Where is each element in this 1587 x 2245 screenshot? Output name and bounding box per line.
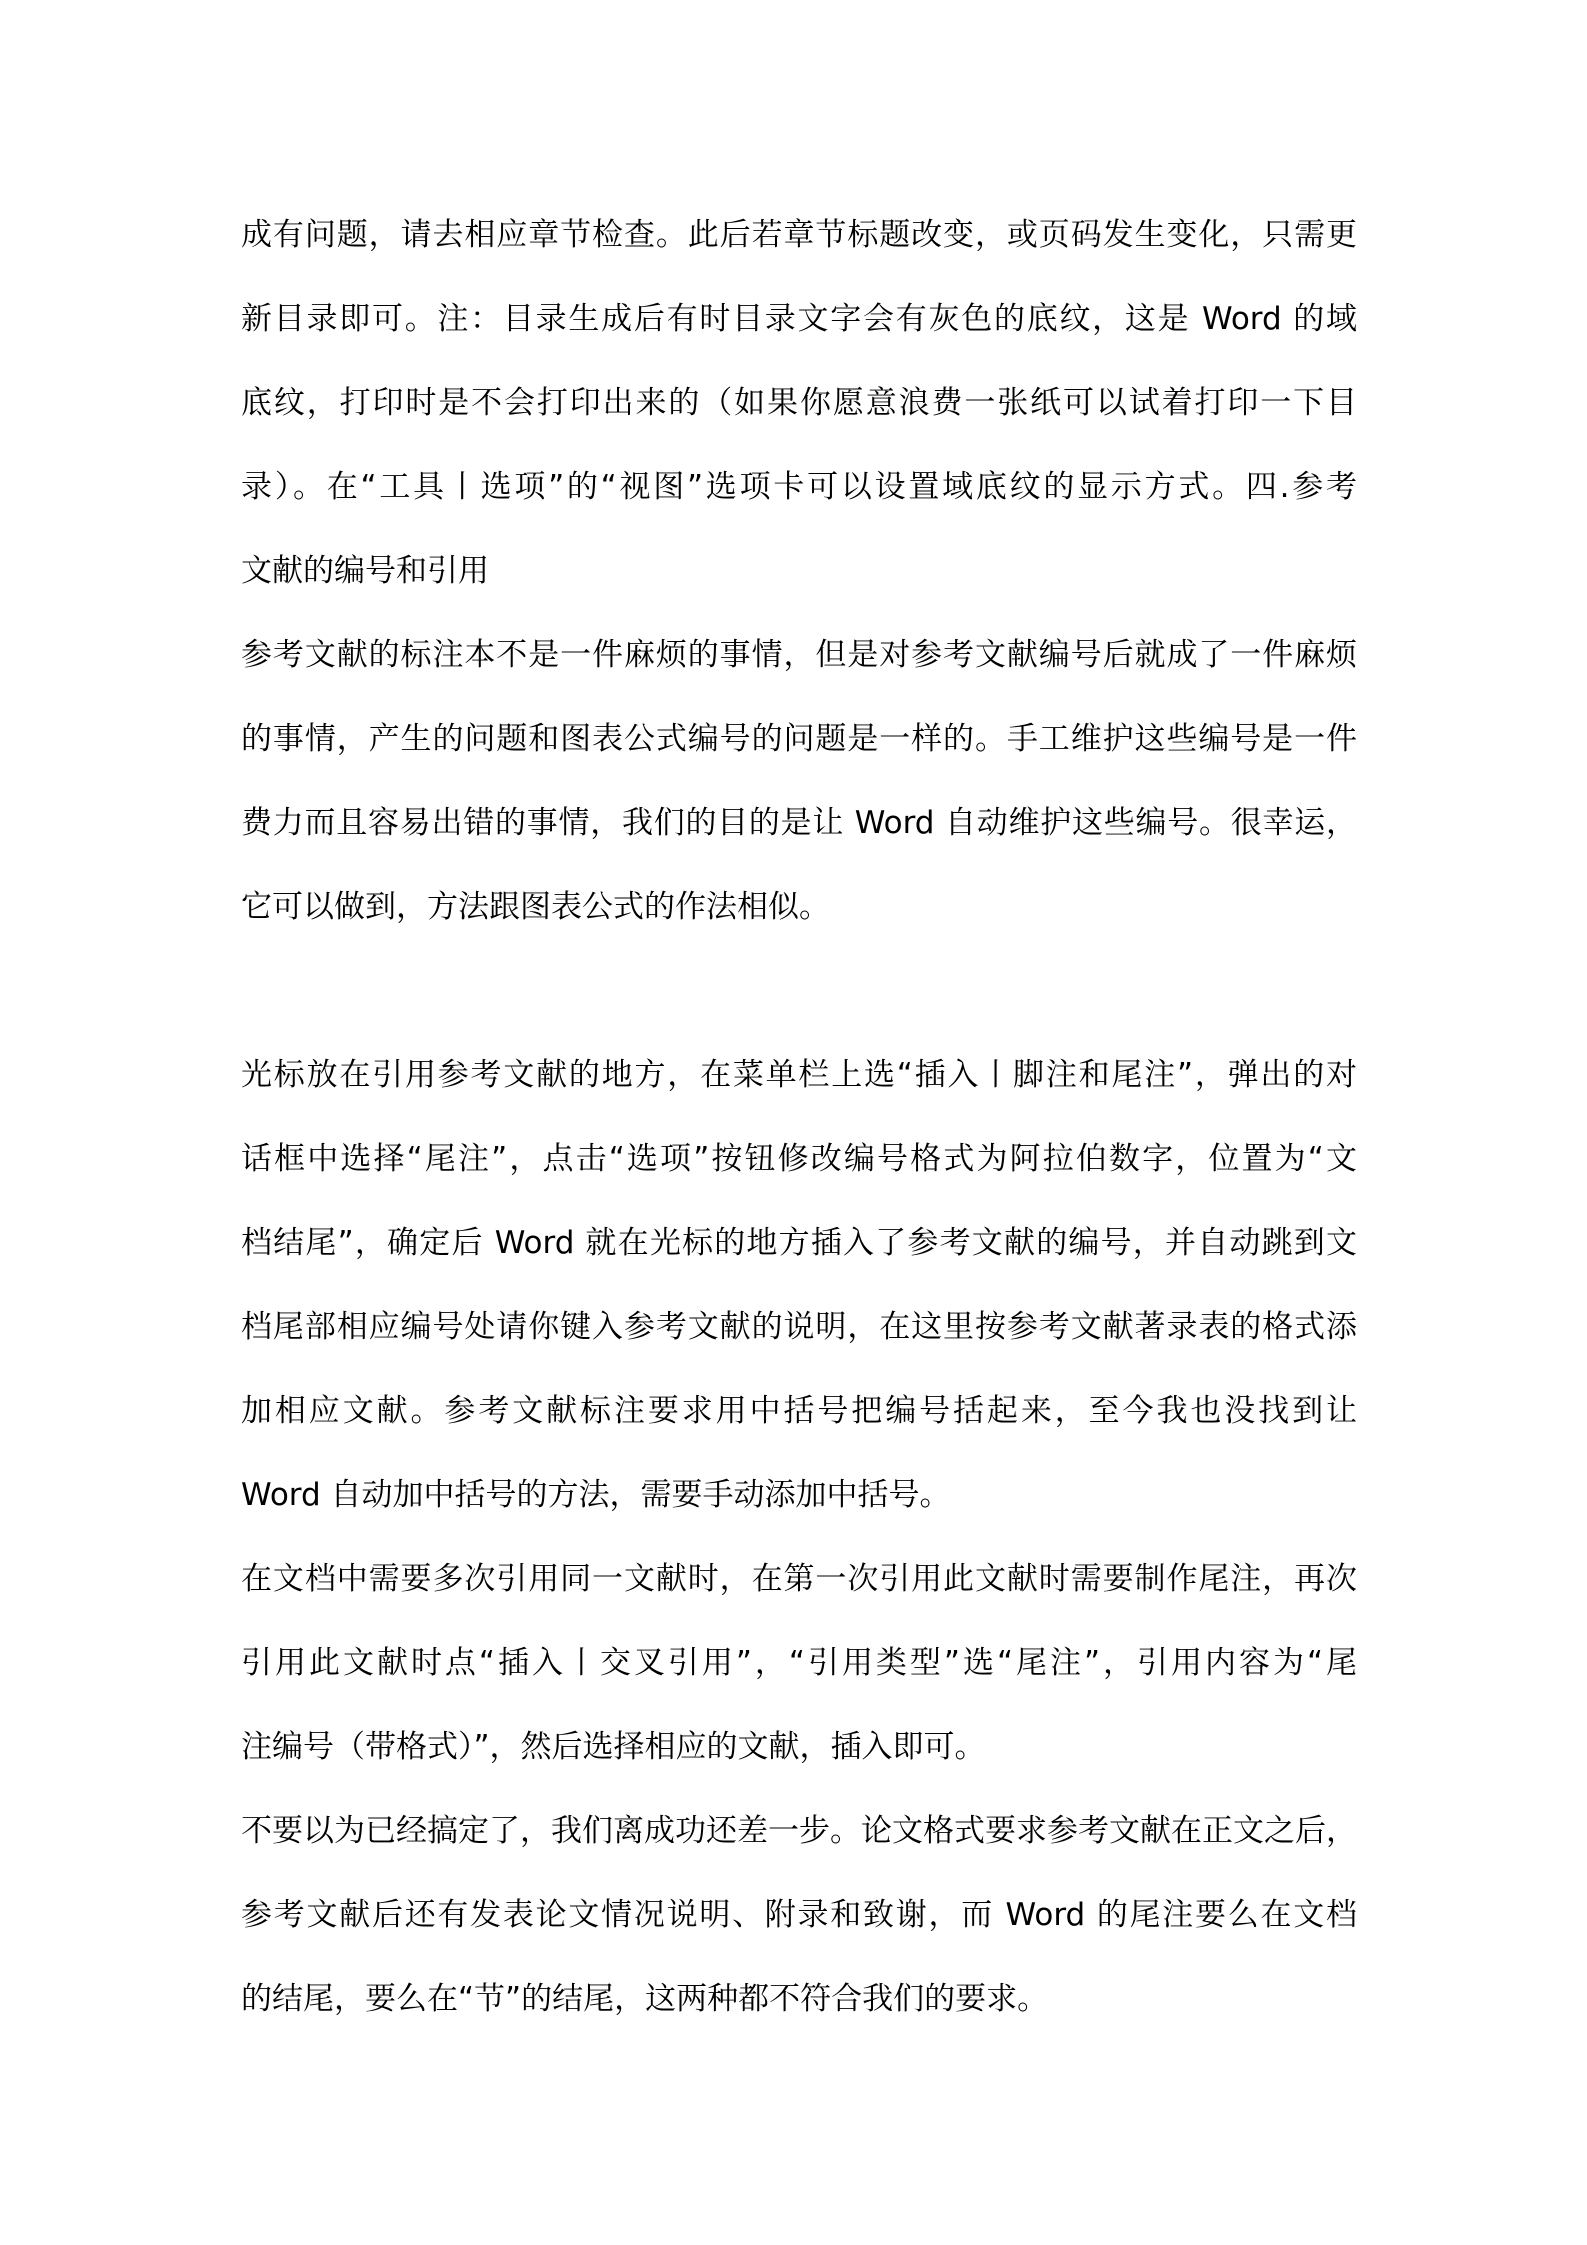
text-line: 不要以为已经搞定了，我们离成功还差一步。论文格式要求参考文献在正文之后， bbox=[241, 1813, 1357, 1849]
text-line: 它可以做到，方法跟图表公式的作法相似。 bbox=[241, 889, 830, 925]
text-line: 底纹，打印时是不会打印出来的（如果你愿意浪费一张纸可以试着打印一下目 bbox=[241, 385, 1357, 421]
text-line: 档尾部相应编号处请你键入参考文献的说明，在这里按参考文献著录表的格式添 bbox=[241, 1309, 1357, 1345]
text-line: 加相应文献。参考文献标注要求用中括号把编号括起来，至今我也没找到让 bbox=[241, 1393, 1357, 1429]
text-line: 光标放在引用参考文献的地方，在菜单栏上选“插入丨脚注和尾注”，弹出的对 bbox=[241, 1057, 1357, 1093]
text-line: 档结尾”，确定后 Word 就在光标的地方插入了参考文献的编号，并自动跳到文 bbox=[241, 1225, 1357, 1261]
text-line: 参考文献的标注本不是一件麻烦的事情，但是对参考文献编号后就成了一件麻烦 bbox=[241, 637, 1357, 673]
text-line: 参考文献后还有发表论文情况说明、附录和致谢，而 Word 的尾注要么在文档 bbox=[241, 1897, 1357, 1933]
text-line: 在文档中需要多次引用同一文献时，在第一次引用此文献时需要制作尾注，再次 bbox=[241, 1561, 1357, 1597]
text-line: 话框中选择“尾注”，点击“选项”按钮修改编号格式为阿拉伯数字，位置为“文 bbox=[241, 1141, 1357, 1177]
text-line: 新目录即可。注：目录生成后有时目录文字会有灰色的底纹，这是 Word 的域 bbox=[241, 301, 1357, 337]
text-line: Word 自动加中括号的方法，需要手动添加中括号。 bbox=[241, 1477, 951, 1513]
text-line: 成有问题，请去相应章节检查。此后若章节标题改变，或页码发生变化，只需更 bbox=[241, 217, 1357, 253]
text-line: 的结尾，要么在“节”的结尾，这两种都不符合我们的要求。 bbox=[241, 1981, 1049, 2017]
text-line: 的事情，产生的问题和图表公式编号的问题是一样的。手工维护这些编号是一件 bbox=[241, 721, 1357, 757]
text-line: 费力而且容易出错的事情，我们的目的是让 Word 自动维护这些编号。很幸运， bbox=[241, 805, 1357, 841]
text-line: 录）。在“工具丨选项”的“视图”选项卡可以设置域底纹的显示方式。四.参考 bbox=[241, 469, 1357, 505]
text-line: 引用此文献时点“插入丨交叉引用”，“引用类型”选“尾注”，引用内容为“尾 bbox=[241, 1645, 1357, 1681]
text-line: 文献的编号和引用 bbox=[241, 553, 489, 589]
text-line: 注编号（带格式）”，然后选择相应的文献，插入即可。 bbox=[241, 1729, 986, 1765]
